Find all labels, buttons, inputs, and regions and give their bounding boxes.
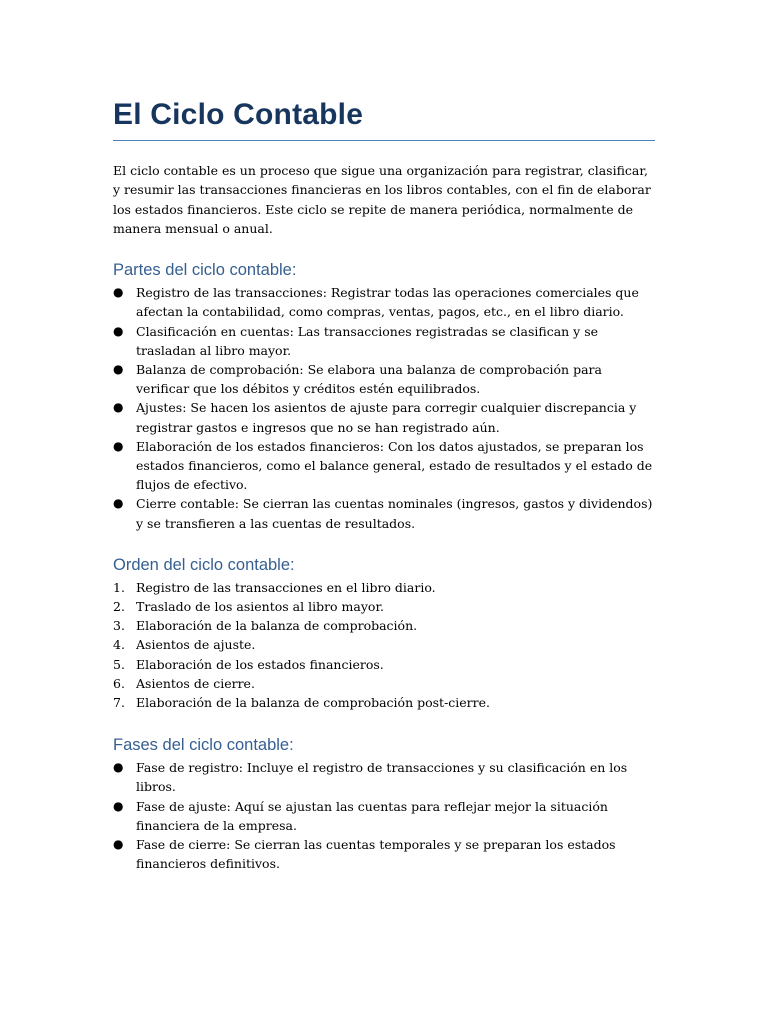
list-item-text: Elaboración de los estados financieros.	[136, 656, 384, 672]
list-item	[113, 398, 655, 436]
list-item	[113, 835, 655, 873]
list-item-text: Traslado de los asientos al libro mayor.	[136, 599, 385, 615]
list-item	[113, 674, 655, 693]
list-number: 6.	[113, 675, 125, 691]
bullet-icon: ●	[113, 760, 124, 775]
list-number: 3.	[113, 618, 125, 634]
list-item-text: Asientos de cierre.	[136, 675, 255, 691]
list-item-text: Registro de las transacciones: Registrar todas las operaciones comerciales que afectan la contabilidad, como compras, ventas, pagos, etc., en el libro diario.	[136, 285, 639, 320]
list-number: 4.	[113, 637, 125, 653]
list-item	[113, 797, 655, 835]
list-item	[113, 693, 655, 712]
bullet-list-fases	[113, 758, 655, 873]
list-item	[113, 616, 655, 635]
list-number: 1.	[113, 579, 125, 595]
numbered-list-orden	[113, 578, 655, 712]
list-number: 7.	[113, 695, 125, 711]
document-page	[113, 96, 655, 873]
bullet-icon: ●	[113, 400, 124, 415]
bullet-icon: ●	[113, 496, 124, 511]
list-item-text: Registro de las transacciones en el libro diario.	[136, 579, 436, 595]
document-title: El Ciclo Contable	[113, 96, 655, 141]
list-item	[113, 494, 655, 532]
list-item	[113, 578, 655, 597]
list-number: 2.	[113, 599, 125, 615]
bullet-list-partes	[113, 283, 655, 533]
list-item	[113, 360, 655, 398]
bullet-icon: ●	[113, 323, 124, 338]
list-item-text: Balanza de comprobación: Se elabora una balanza de comprobación para verificar que los débitos y créditos estén equilibrados.	[136, 362, 602, 397]
list-item-text: Elaboración de los estados financieros: Con los datos ajustados, se preparan los estados financieros, como el balance general, estado de resultados y el estado de flujos de efectivo.	[136, 438, 653, 493]
list-item	[113, 283, 655, 321]
list-item	[113, 758, 655, 796]
list-item	[113, 322, 655, 360]
list-item	[113, 597, 655, 616]
list-item-text: Ajustes: Se hacen los asientos de ajuste para corregir cualquier discrepancia y registrar gastos e ingresos que no se han registrado aún.	[136, 400, 637, 435]
list-number: 5.	[113, 656, 125, 672]
intro-paragraph: El ciclo contable es un proceso que sigue una organización para registrar, clasificar, y resumir las transacciones financieras en los libros contables, con el fin de elaborar los estados financieros. Este ciclo se repite de manera periódica, normalmente de manera mensual o anual.	[113, 163, 651, 236]
list-item-text: Fase de ajuste: Aquí se ajustan las cuentas para reflejar mejor la situación financiera de la empresa.	[136, 798, 608, 833]
list-item-text: Cierre contable: Se cierran las cuentas nominales (ingresos, gastos y dividendos) y se transfieren a las cuentas de resultados.	[136, 496, 653, 531]
section-heading-orden: Orden del ciclo contable:	[113, 555, 295, 574]
section-heading-partes: Partes del ciclo contable:	[113, 261, 297, 280]
bullet-icon: ●	[113, 438, 124, 453]
bullet-icon: ●	[113, 798, 124, 813]
list-item-text: Elaboración de la balanza de comprobación.	[136, 618, 418, 634]
section-heading-fases: Fases del ciclo contable:	[113, 736, 294, 755]
list-item	[113, 655, 655, 674]
list-item-text: Fase de registro: Incluye el registro de transacciones y su clasificación en los libros.	[136, 760, 628, 795]
list-item-text: Asientos de ajuste.	[136, 637, 256, 653]
list-item	[113, 635, 655, 654]
bullet-icon: ●	[113, 837, 124, 852]
bullet-icon: ●	[113, 285, 124, 300]
list-item	[113, 437, 655, 495]
list-item-text: Elaboración de la balanza de comprobación post-cierre.	[136, 695, 491, 711]
list-item-text: Clasificación en cuentas: Las transacciones registradas se clasifican y se trasladan al libro mayor.	[136, 323, 599, 358]
list-item-text: Fase de cierre: Se cierran las cuentas temporales y se preparan los estados financieros definitivos.	[136, 837, 616, 872]
bullet-icon: ●	[113, 362, 124, 376]
